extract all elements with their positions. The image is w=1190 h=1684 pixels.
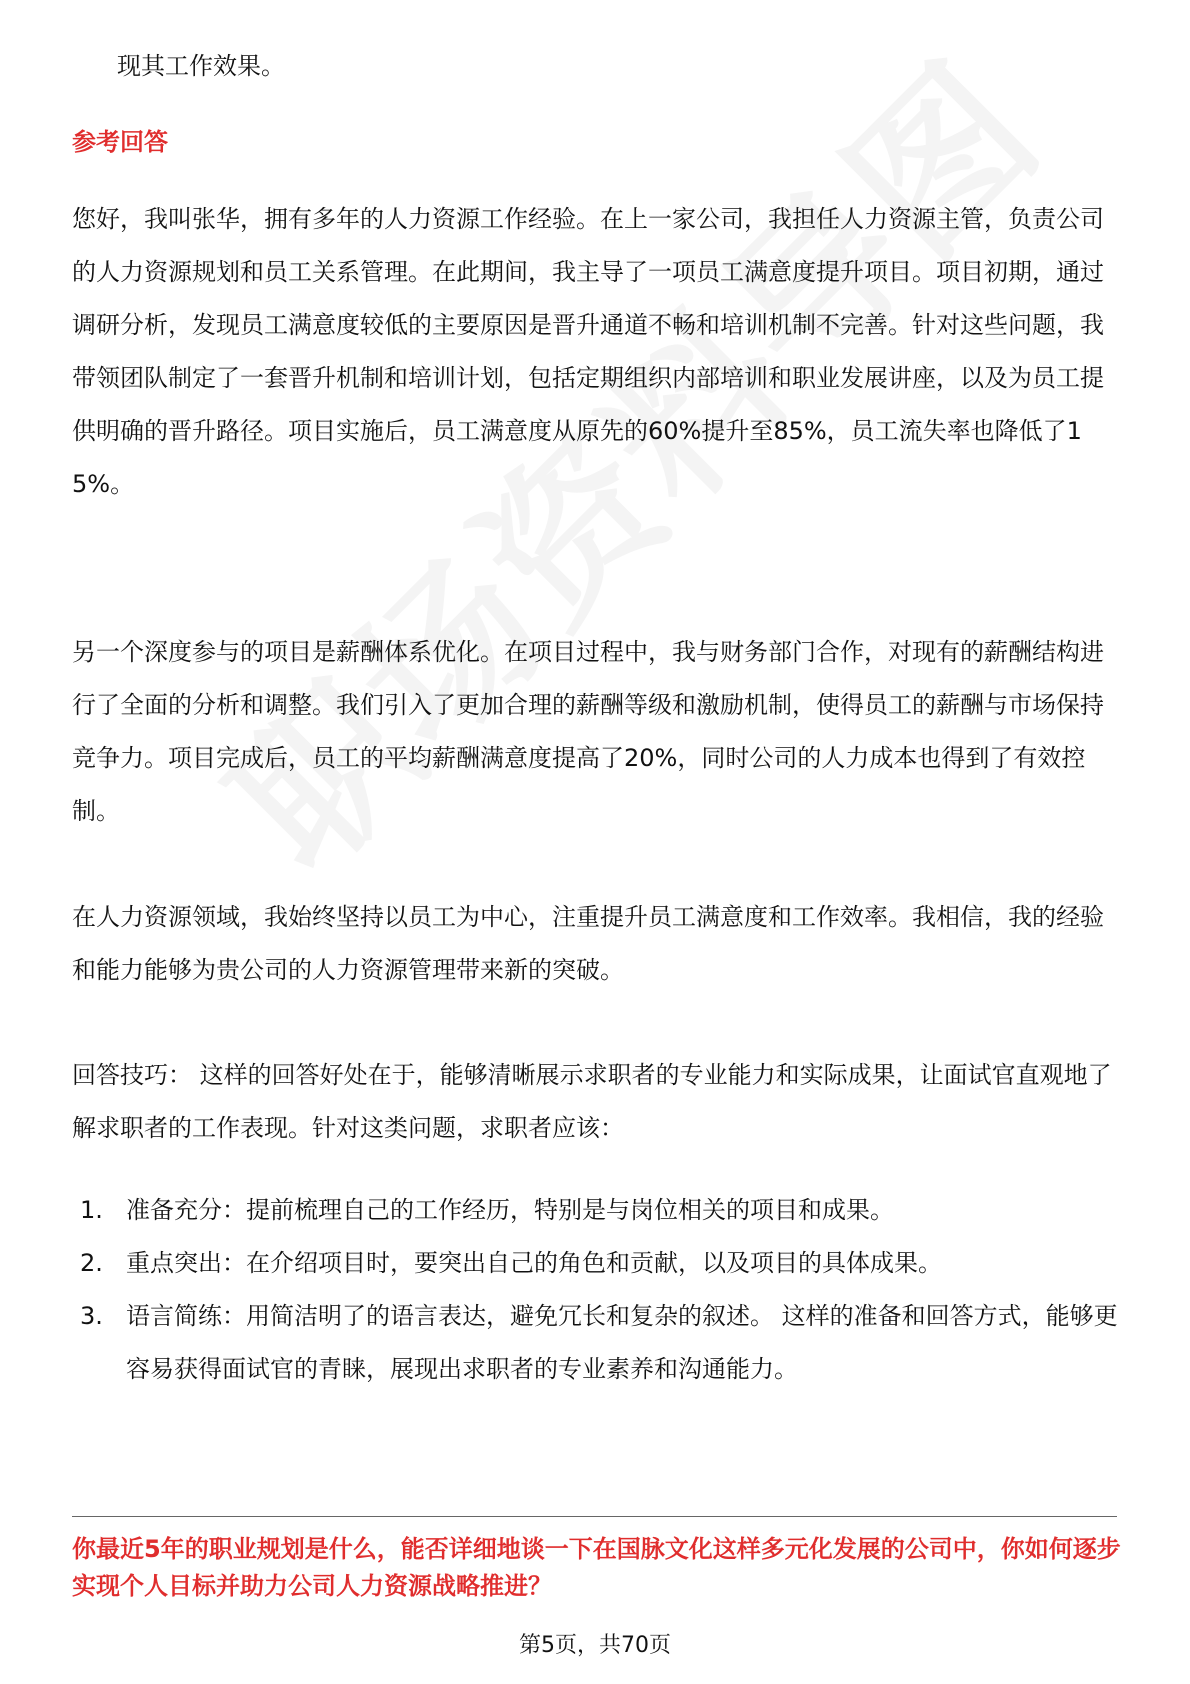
list-item-text: 准备充分：提前梳理自己的工作经历，特别是与岗位相关的项目和成果。	[126, 1196, 894, 1224]
list-item-number: 3.	[80, 1302, 103, 1330]
list-item	[80, 1184, 1120, 1237]
list-item-text: 语言简练：用简洁明了的语言表达，避免冗长和复杂的叙述。 这样的准备和回答方式，能够更容易获得面试官的青睐，展现出求职者的专业素养和沟通能力。	[126, 1302, 1118, 1383]
answer-paragraph-3: 在人力资源领域，我始终坚持以员工为中心，注重提升员工满意度和工作效率。我相信，我的经验和能力能够为贵公司的人力资源管理带来新的突破。	[72, 903, 1104, 984]
tips-list	[80, 1184, 1120, 1396]
section-divider	[72, 1516, 1117, 1517]
reference-answer-heading: 参考回答	[72, 128, 168, 156]
list-item-text: 重点突出：在介绍项目时，要突出自己的角色和贡献，以及项目的具体成果。	[126, 1249, 942, 1277]
list-item-number: 1.	[80, 1196, 103, 1224]
list-item-number: 2.	[80, 1249, 103, 1277]
page-number-footer: 第5页，共70页	[519, 1633, 671, 1658]
list-item	[80, 1237, 1120, 1290]
answer-paragraph-2: 另一个深度参与的项目是薪酬体系优化。在项目过程中，我与财务部门合作，对现有的薪酬结构进行了全面的分析和调整。我们引入了更加合理的薪酬等级和激励机制，使得员工的薪酬与市场保持竞争力。项目完成后，员工的平均薪酬满意度提高了20%，同时公司的人力成本也得到了有效控制。	[72, 638, 1104, 825]
previous-question-tail: 现其工作效果。	[117, 52, 285, 80]
list-item	[80, 1290, 1120, 1396]
answer-tips-intro: 回答技巧： 这样的回答好处在于，能够清晰展示求职者的专业能力和实际成果，让面试官直观地了解求职者的工作表现。针对这类问题，求职者应该：	[72, 1061, 1112, 1142]
answer-paragraph-1: 您好，我叫张华，拥有多年的人力资源工作经验。在上一家公司，我担任人力资源主管，负责公司的人力资源规划和员工关系管理。在此期间，我主导了一项员工满意度提升项目。项目初期，通过调研分析，发现员工满意度较低的主要原因是晋升通道不畅和培训机制不完善。针对这些问题，我带领团队制定了一套晋升机制和培训计划，包括定期组织内部培训和职业发展讲座，以及为员工提供明确的晋升路径。项目实施后，员工满意度从原先的60%提升至85%，员工流失率也降低了15%。	[72, 205, 1104, 498]
next-question-heading: 你最近5年的职业规划是什么，能否详细地谈一下在国脉文化这样多元化发展的公司中，你如何逐步实现个人目标并助力公司人力资源战略推进？	[72, 1535, 1121, 1600]
